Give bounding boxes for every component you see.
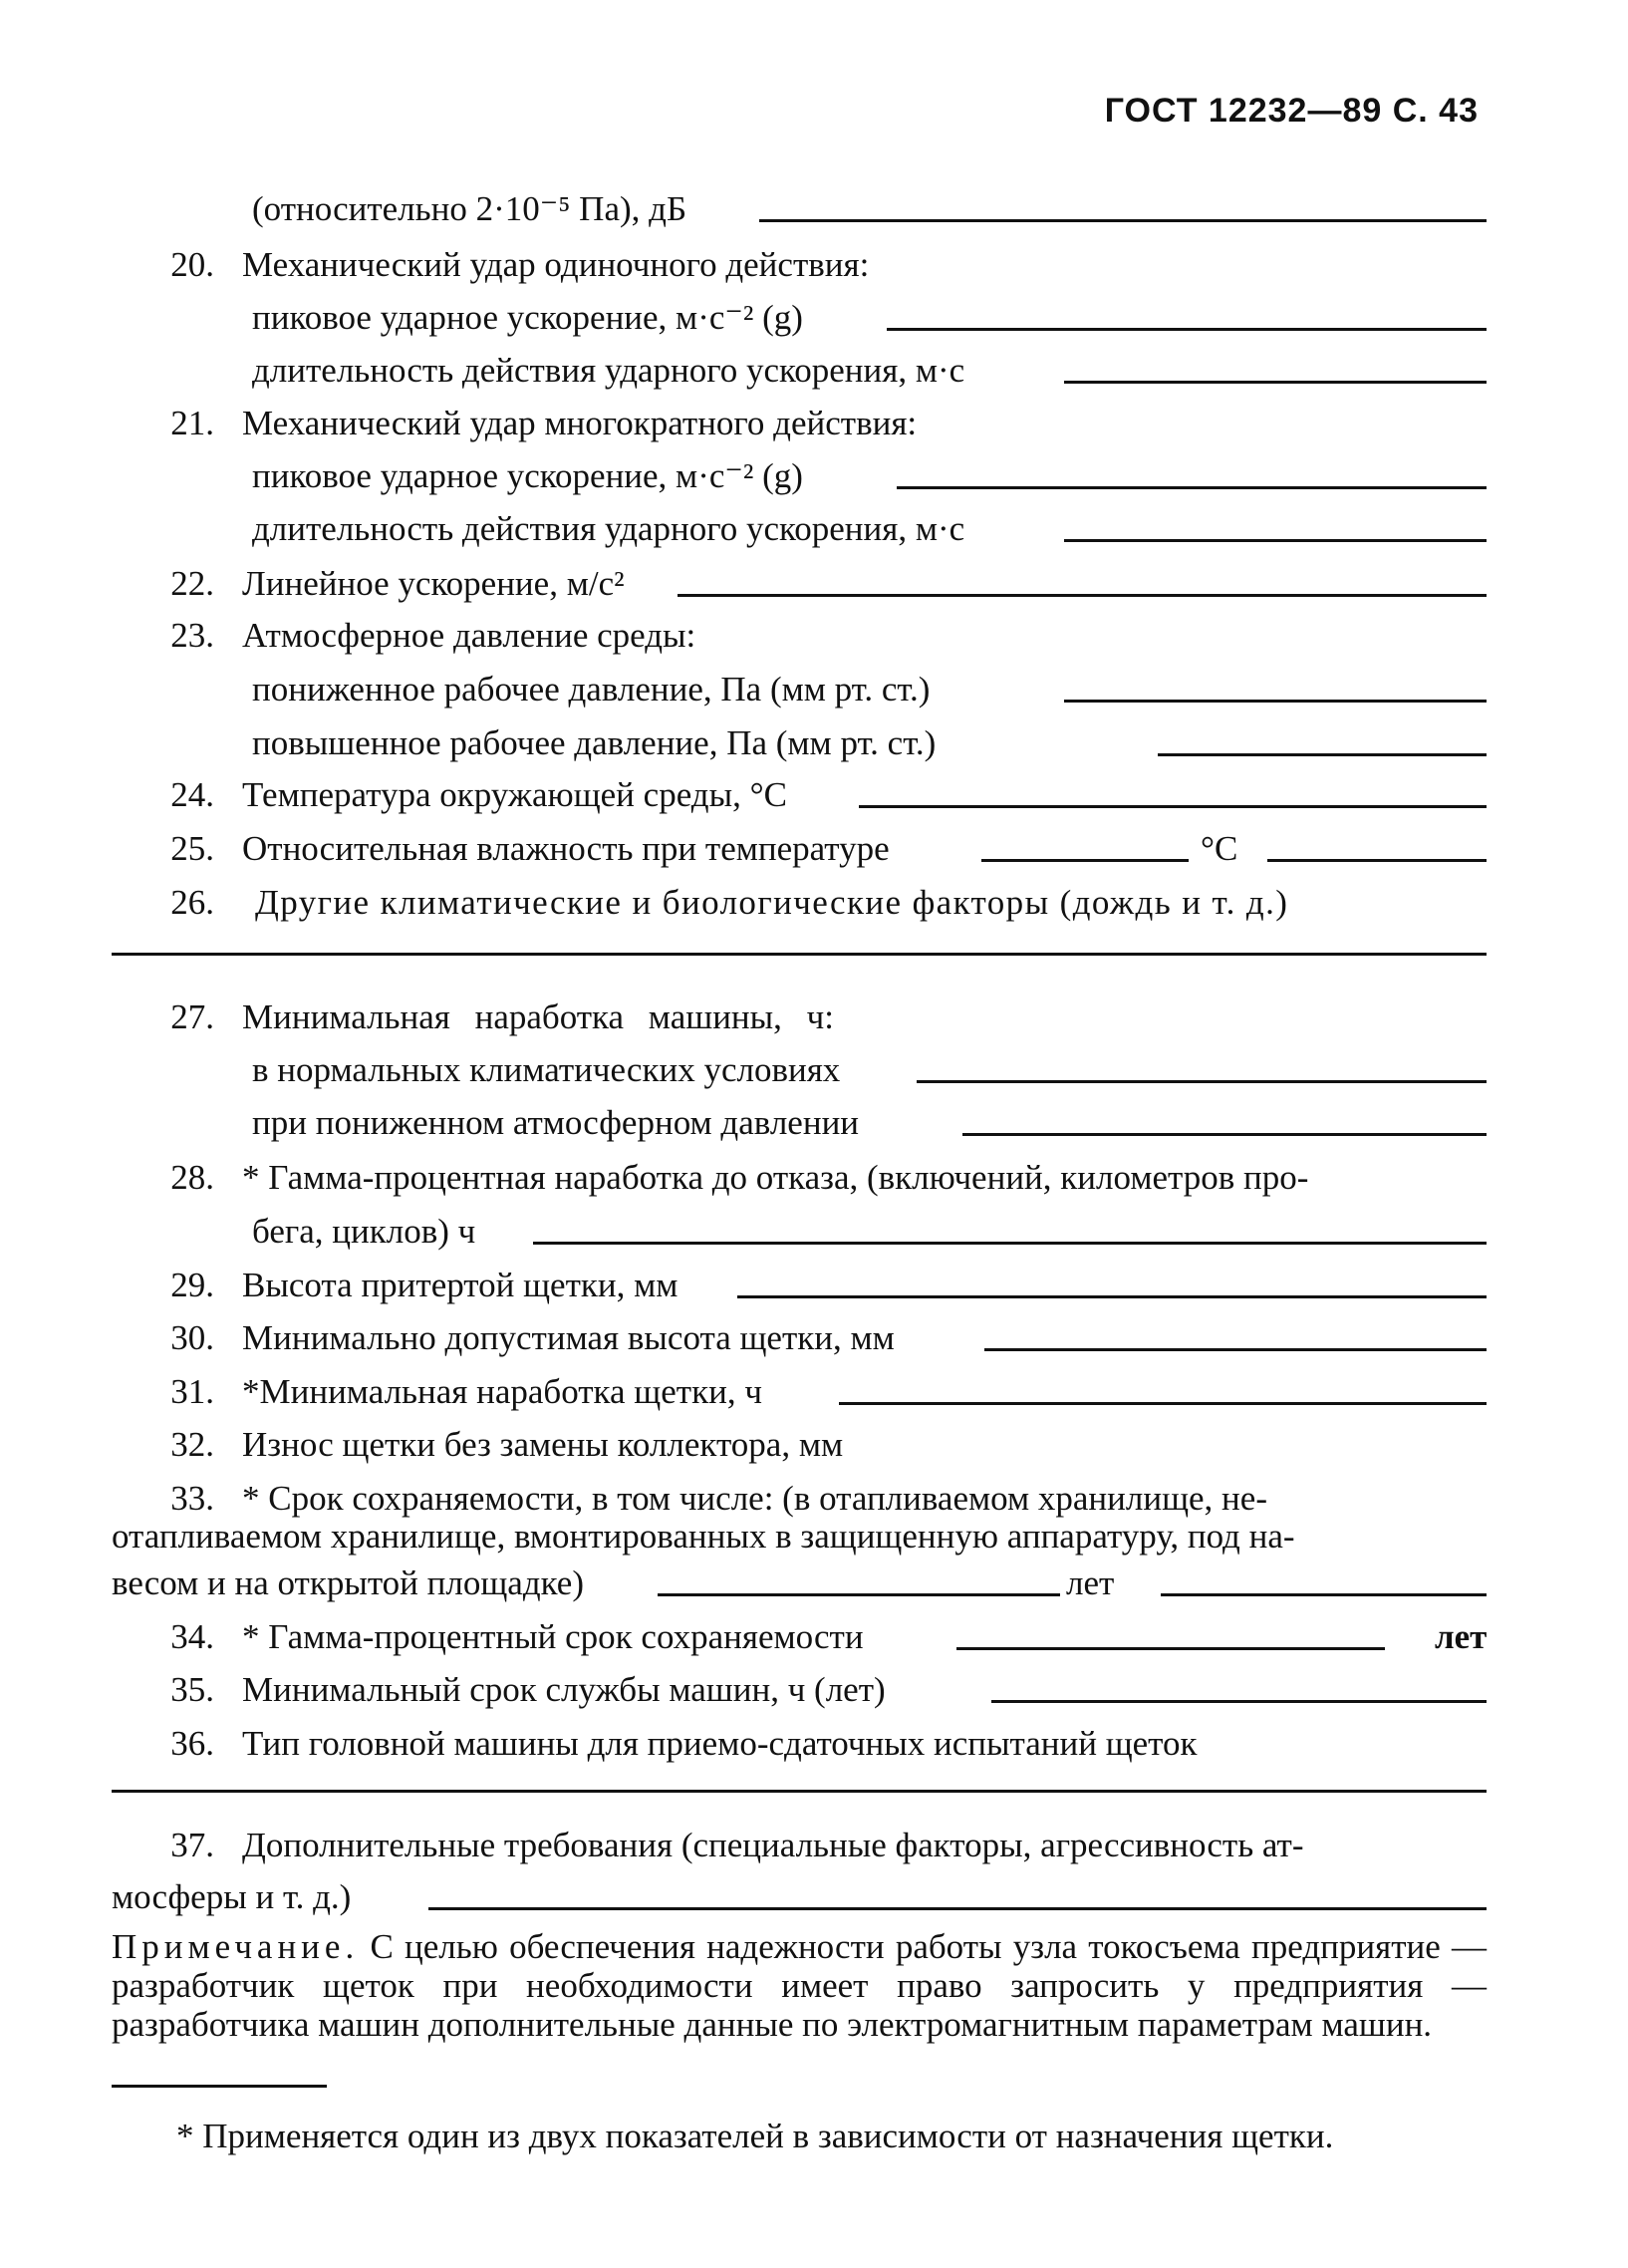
row-number: 21. bbox=[170, 404, 214, 442]
row-number: 37. bbox=[170, 1826, 214, 1864]
note-label: Примечание. bbox=[112, 1927, 360, 1966]
footnote-separator bbox=[112, 2085, 327, 2088]
row-label: длительность действия ударного ускорения, м·с bbox=[252, 509, 965, 548]
form-row bbox=[0, 1718, 1628, 1770]
row-label: пиковое ударное ускорение, м·с⁻² (g) bbox=[252, 298, 803, 337]
form-row bbox=[0, 664, 1628, 715]
row-label: (относительно 2·10⁻⁵ Па), дБ bbox=[252, 189, 687, 228]
row-label: Тип головной машины для приемо-сдаточных испытаний щеток bbox=[242, 1724, 1198, 1763]
row-number: 36. bbox=[170, 1724, 214, 1763]
form-row bbox=[0, 1312, 1628, 1364]
fill-in-line[interactable] bbox=[956, 1647, 1385, 1650]
form-row bbox=[0, 345, 1628, 397]
form-row bbox=[0, 239, 1628, 291]
fill-in-line[interactable] bbox=[981, 859, 1189, 862]
form-row bbox=[0, 1097, 1628, 1149]
fill-in-line[interactable] bbox=[991, 1700, 1487, 1703]
row-label: длительность действия ударного ускорения, м·с bbox=[252, 351, 965, 390]
fill-in-line[interactable] bbox=[897, 486, 1487, 489]
fill-in-line[interactable] bbox=[428, 1907, 1487, 1910]
fill-in-line[interactable] bbox=[984, 1348, 1487, 1351]
form-row bbox=[0, 398, 1628, 449]
form-row bbox=[0, 292, 1628, 344]
unit-label: лет bbox=[1066, 1563, 1115, 1602]
form-row bbox=[0, 1366, 1628, 1418]
row-label: Износ щетки без замены коллектора, мм bbox=[242, 1425, 844, 1464]
fill-in-line[interactable] bbox=[533, 1242, 1487, 1245]
row-label: в нормальных климатических условиях bbox=[252, 1050, 841, 1089]
form-row bbox=[0, 183, 1628, 235]
row-label: Минимальная наработка машины, ч: bbox=[242, 997, 835, 1036]
fill-in-line[interactable] bbox=[1064, 539, 1487, 542]
row-label: Минимально допустимая высота щетки, мм bbox=[242, 1318, 895, 1357]
form-row bbox=[0, 1044, 1628, 1096]
form-row bbox=[0, 1558, 1628, 1609]
form-row bbox=[0, 450, 1628, 502]
footnote: * Применяется один из двух показателей в зависимости от назначения щетки. bbox=[176, 2117, 1334, 2155]
row-label: Механический удар многократного действия: bbox=[242, 404, 918, 442]
form-row bbox=[0, 1260, 1628, 1311]
row-label: Минимальный срок службы машин, ч (лет) bbox=[242, 1670, 886, 1709]
form-row bbox=[0, 1206, 1628, 1258]
row-label: пониженное рабочее давление, Па (мм рт. ст.) bbox=[252, 670, 931, 709]
row-label: * Гамма-процентная наработка до отказа, (включений, километров про- bbox=[242, 1158, 1309, 1197]
fill-in-line[interactable] bbox=[1267, 859, 1487, 862]
row-number: 32. bbox=[170, 1425, 214, 1464]
note-text: С целью обеспечения надежности работы узла токосъема предприятие — разработчик щеток при необходимости имеет право запросить у предприятия — разработчика машин дополнительные данные по электромагнитным параметрам машин. bbox=[112, 1927, 1488, 2044]
row-label: Атмосферное давление среды: bbox=[242, 616, 696, 655]
row-label: Другие климатические и биологические факторы (дождь и т. д.) bbox=[255, 883, 1289, 922]
row-number: 33. bbox=[170, 1479, 214, 1518]
row-label: Дополнительные требования (специальные факторы, агрессивность ат- bbox=[242, 1826, 1304, 1864]
row-label: мосферы и т. д.) bbox=[112, 1877, 352, 1916]
row-number: 29. bbox=[170, 1266, 214, 1304]
row-label: при пониженном атмосферном давлении bbox=[252, 1103, 860, 1142]
fill-in-line[interactable] bbox=[859, 805, 1487, 808]
unit-label: °C bbox=[1201, 829, 1238, 868]
form-row bbox=[0, 992, 1628, 1043]
row-number: 26. bbox=[170, 883, 214, 922]
form-row bbox=[0, 769, 1628, 821]
fill-in-line[interactable] bbox=[112, 953, 1487, 956]
fill-in-line[interactable] bbox=[1161, 1593, 1487, 1596]
row-label: Температура окружающей среды, °C bbox=[242, 775, 787, 814]
row-number: 20. bbox=[170, 245, 214, 284]
row-label: Относительная влажность при температуре bbox=[242, 829, 890, 868]
row-number: 22. bbox=[170, 564, 214, 603]
row-number: 30. bbox=[170, 1318, 214, 1357]
form-row bbox=[0, 1820, 1628, 1871]
form-row bbox=[0, 823, 1628, 875]
form-row bbox=[0, 1511, 1628, 1562]
form-row bbox=[0, 1152, 1628, 1204]
row-number: 27. bbox=[170, 997, 214, 1036]
form-row bbox=[0, 877, 1628, 929]
form-row bbox=[0, 558, 1628, 610]
row-number: 28. bbox=[170, 1158, 214, 1197]
fill-in-line[interactable] bbox=[1064, 700, 1487, 703]
fill-in-line[interactable] bbox=[737, 1295, 1487, 1298]
row-number: 31. bbox=[170, 1372, 214, 1411]
fill-in-line[interactable] bbox=[658, 1593, 1060, 1596]
fill-in-line[interactable] bbox=[759, 219, 1487, 222]
form-row bbox=[0, 1419, 1628, 1471]
row-label: повышенное рабочее давление, Па (мм рт. ст.) bbox=[252, 723, 937, 762]
row-label: * Срок сохраняемости, в том числе: (в отапливаемом хранилище, не- bbox=[242, 1479, 1267, 1518]
row-number: 35. bbox=[170, 1670, 214, 1709]
row-label: Механический удар одиночного действия: bbox=[242, 245, 870, 284]
fill-in-line[interactable] bbox=[839, 1402, 1487, 1405]
form-row bbox=[0, 1611, 1628, 1663]
row-label: весом и на открытой площадке) bbox=[112, 1563, 584, 1602]
row-number: 23. bbox=[170, 616, 214, 655]
fill-in-line[interactable] bbox=[1158, 753, 1487, 756]
row-number: 34. bbox=[170, 1617, 214, 1656]
row-label: Линейное ускорение, м/с² bbox=[242, 564, 625, 603]
form-row bbox=[0, 1664, 1628, 1716]
row-label: Высота притертой щетки, мм bbox=[242, 1266, 678, 1304]
unit-label: лет bbox=[1435, 1617, 1488, 1656]
row-label: * Гамма-процентный срок сохраняемости bbox=[242, 1617, 864, 1656]
row-label: *Минимальная наработка щетки, ч bbox=[242, 1372, 762, 1411]
row-label: пиковое ударное ускорение, м·с⁻² (g) bbox=[252, 456, 803, 495]
form-row bbox=[0, 717, 1628, 769]
fill-in-line[interactable] bbox=[678, 594, 1487, 597]
row-label: отапливаемом хранилище, вмонтированных в защищенную аппаратуру, под на- bbox=[112, 1517, 1295, 1556]
fill-in-line[interactable] bbox=[962, 1133, 1487, 1136]
row-label: бега, циклов) ч bbox=[252, 1212, 476, 1251]
page-header: ГОСТ 12232—89 С. 43 bbox=[1104, 92, 1479, 130]
note bbox=[112, 1927, 1487, 2044]
form-row bbox=[0, 610, 1628, 662]
form-row bbox=[0, 1871, 1628, 1923]
row-number: 25. bbox=[170, 829, 214, 868]
fill-in-line[interactable] bbox=[887, 328, 1487, 331]
fill-in-line[interactable] bbox=[917, 1080, 1487, 1083]
fill-in-line[interactable] bbox=[1064, 381, 1487, 384]
row-number: 24. bbox=[170, 775, 214, 814]
form-row bbox=[0, 503, 1628, 555]
fill-in-line[interactable] bbox=[112, 1790, 1487, 1793]
